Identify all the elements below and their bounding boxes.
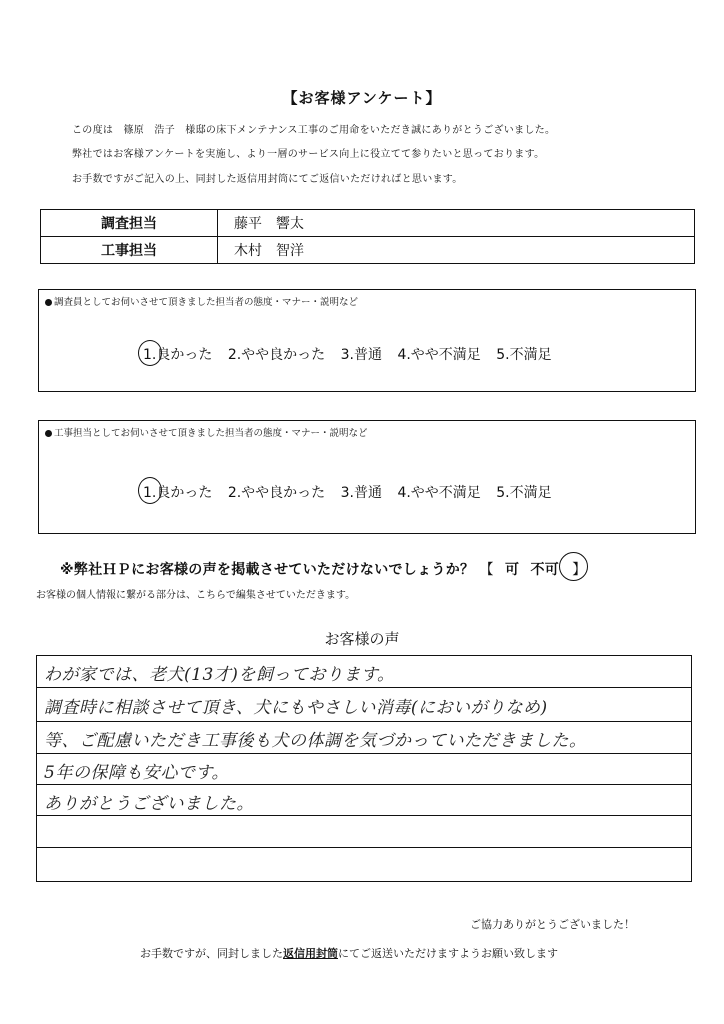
question-text-construction: [45, 425, 368, 439]
rating-options-construction: [143, 482, 563, 502]
question-box-survey: [38, 289, 696, 392]
customer-voice-heading: お客様の声: [324, 630, 400, 648]
bracket-open: 【: [479, 562, 494, 578]
intro-line-1: この度は 篠原 浩子 様邸の床下メンテナンス工事のご用命をいただき誠にありがとうございました。: [72, 125, 556, 136]
rating-option-4[interactable]: 4.やや不満足: [397, 347, 481, 363]
selected-circle-mark: [559, 552, 588, 581]
voice-line-3: 等、ご配慮いただき工事後も犬の体調を気づかっていただきました。: [44, 731, 587, 751]
option-no[interactable]: 不可: [530, 562, 560, 578]
bullet-icon: [45, 299, 52, 306]
question-label: 工事担当としてお伺いさせて頂きました担当者の態度・マナー・説明など: [54, 428, 368, 439]
question-box-construction: [38, 420, 696, 534]
bullet-icon: [45, 430, 52, 437]
question-label: 調査員としてお伺いさせて頂きました担当者の態度・マナー・説明など: [54, 297, 359, 308]
return-text-pre: お手数ですが、同封しました: [140, 947, 283, 960]
rating-option-5[interactable]: 5.不満足: [496, 485, 552, 501]
return-envelope-text: 返信用封筒: [283, 947, 338, 960]
rating-option-1[interactable]: 1.良かった: [143, 485, 213, 501]
privacy-note: お客様の個人情報に繋がる部分は、こちらで編集させていただきます。: [36, 590, 356, 601]
rating-option-4[interactable]: 4.やや不満足: [397, 485, 481, 501]
staff-label-survey: 調査担当: [41, 210, 218, 237]
selected-circle-mark: [138, 477, 162, 504]
page-title: 【お客様アンケート】: [282, 89, 442, 107]
return-instructions: [140, 945, 558, 961]
voice-line-5: ありがとうございました。: [44, 794, 254, 814]
bracket-close: 】: [572, 562, 587, 578]
rating-option-5[interactable]: 5.不満足: [496, 347, 552, 363]
staff-table: [40, 209, 695, 264]
rating-option-1[interactable]: 1.良かった: [143, 347, 213, 363]
return-text-post: にてご返送いただけますようお願い致します: [338, 947, 558, 960]
hp-permission-question: [60, 559, 587, 579]
table-row: [41, 210, 695, 237]
intro-line-3: お手数ですがご記入の上、同封した返信用封筒にてご返信いただければと思います。: [72, 174, 463, 185]
staff-name-survey: 藤平 響太: [218, 210, 695, 237]
hp-question-text: ※弊社ＨＰにお客様の声を掲載させていただけないでしょうか？: [60, 562, 475, 578]
option-yes[interactable]: 可: [505, 562, 520, 578]
thanks-text: ご協力ありがとうございました！: [470, 918, 635, 931]
selected-circle-mark: [138, 340, 162, 366]
rating-option-3[interactable]: 3.普通: [340, 347, 382, 363]
rating-options-survey: [143, 344, 563, 364]
staff-name-construction: 木村 智洋: [218, 237, 695, 264]
intro-line-2: 弊社ではお客様アンケートを実施し、より一層のサービス向上に役立てて参りたいと思っております。: [72, 149, 545, 160]
voice-line-1: わが家では、老犬(13才)を飼っております。: [44, 665, 395, 685]
voice-line-4: 5年の保障も安心です。: [44, 763, 229, 783]
rating-option-2[interactable]: 2.やや良かった: [227, 347, 326, 363]
rating-option-2[interactable]: 2.やや良かった: [227, 485, 326, 501]
rating-option-3[interactable]: 3.普通: [340, 485, 382, 501]
table-row: [41, 237, 695, 264]
staff-label-construction: 工事担当: [41, 237, 218, 264]
question-text-survey: [45, 294, 358, 308]
voice-line-2: 調査時に相談させて頂き、犬にもやさしい消毒(においがりなめ): [44, 698, 548, 718]
